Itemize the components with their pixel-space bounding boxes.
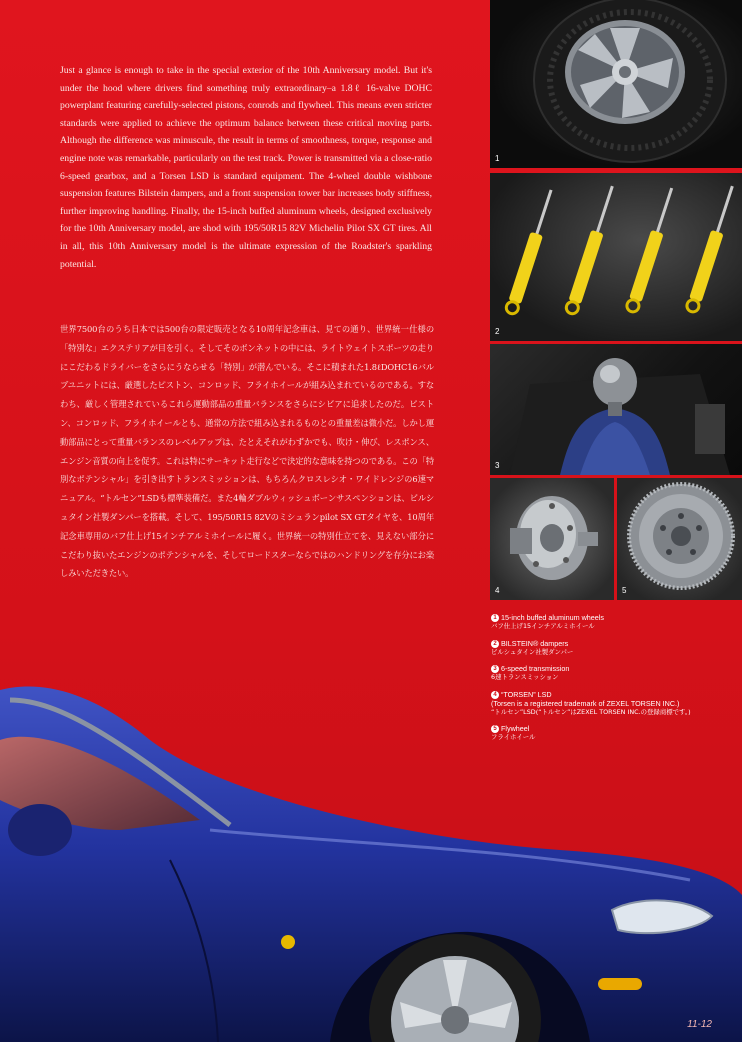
photo-number-5: 5 bbox=[622, 586, 627, 595]
caption-number-badge: 3 bbox=[491, 665, 499, 673]
roadster-car-photo bbox=[0, 680, 742, 1042]
wheel-tire-photo bbox=[490, 0, 742, 168]
caption-en: BILSTEIN® dampers bbox=[501, 638, 569, 648]
page-number: 11-12 bbox=[687, 1019, 712, 1030]
torsen-lsd-photo bbox=[490, 478, 614, 600]
caption-number-badge: 5 bbox=[491, 725, 499, 733]
flywheel-illustration bbox=[617, 478, 742, 600]
caption-item bbox=[491, 639, 736, 657]
caption-en: “TORSEN” LSD bbox=[501, 689, 552, 699]
photo-number-4: 4 bbox=[495, 586, 500, 595]
shift-knob-photo bbox=[490, 344, 742, 475]
side-mirror bbox=[8, 804, 72, 856]
caption-en-note: (Torsen is a registered trademark of ZEXEL TORSEN INC.) bbox=[491, 698, 680, 708]
turn-signal bbox=[598, 978, 642, 990]
flywheel-photo bbox=[617, 478, 742, 600]
caption-jp: 6速トランスミッション bbox=[491, 673, 559, 682]
caption-jp: “トルセン”LSD(“トルセン”はZEXEL TORSEN INC.の登録商標です。) bbox=[491, 707, 691, 716]
caption-number-badge: 2 bbox=[491, 640, 499, 648]
caption-en: 6-speed transmission bbox=[501, 664, 570, 674]
shift-knob-illustration bbox=[490, 344, 742, 475]
photo-number-2: 2 bbox=[495, 327, 500, 336]
dampers-illustration bbox=[490, 173, 742, 341]
side-marker-light bbox=[281, 935, 295, 949]
photo-number-1: 1 bbox=[495, 154, 500, 163]
caption-jp: バフ仕上げ15インチアルミホイール bbox=[491, 622, 595, 631]
japanese-body-text: 世界7500台のうち日本では500台の限定販売となる10周年記念車は、見ての通り、世界統一仕様の「特別な」エクステリアが目を引く。そしてそのボンネットの中には、ライトウェイトスポーツの走りにこだわるドライバーをさらにうならせる「特別」が潜んでいる。そこに積まれた1.8ℓDOHC16バルブユニットには、厳選したピストン、コンロッド、フライホイールが組み込まれているのである。すなわち、厳しく管理されているこれら運動部品の重量バランスをさらにシビアに追求したのだ。ピストン、コンロッド、フライホイールとも、通常の方法で組み込まれるものとの重量差は微小だ。しかし運動部品にとって重量バランスのレベルアップは、たとえそれがわずかでも、吹け・伸び、レスポンス、エンジン音質の向上を促す。これは特にサーキット走行などで決定的な意味を持つのである。この「特別なポテンシャル」を引き出すトランスミッションは、もちろんクロスレシオ・ワイドレンジの6速マニュアル。“トルセン”LSDも標準装備だ。また4輪ダブルウィッシュボーンサスペンションは、ビルシュタイン社製ダンパーを搭載。そして、195/50R15 82Vのミシュランpilot SX GTタイヤを、10周年記念車専用のバフ仕上げ15インチアルミホイールに履く。世界統一の特別仕立てを、見えない部分にこだわり抜いたエンジンのポテンシャルを、そしてロードスターならではのハンドリングを存分にお楽しみいただきたい。 bbox=[60, 324, 434, 579]
photo-number-3: 3 bbox=[495, 461, 500, 470]
caption-number-badge: 4 bbox=[491, 691, 499, 699]
english-body-text: Just a glance is enough to take in the special exterior of the 10th Anniversary model. But it's under the hood where drivers find something truly extraordinary–a 1.8ℓ 16-valve DOHC powerplant featuring carefully-selected pistons, conrods and flywheel. This means even stricter standards were applied to achieve the optimum balance between these critical moving parts. Although the difference was minuscule, the result in terms of smoothness, torque, response and engine note was remarkable, particularly on the test track. Power is transmitted via a close-ratio 6-speed gearbox, and a Torsen LSD is standard equipment. The 4-wheel double wishbone suspension features Bilstein dampers, and a front suspension tower bar increases body stiffness, further improving handling. Finally, the 15-inch buffed aluminum wheels, designed exclusively for the 10th Anniversary model, are shod with 195/50R15 82V Michelin Pilot SX GT tires. All in all, this 10th Anniversary model is the ultimate expression of the Roadster's sparkling potential. bbox=[60, 65, 432, 270]
caption-jp: フライホイール bbox=[491, 733, 536, 742]
wheel-illustration bbox=[490, 0, 742, 168]
caption-en: Flywheel bbox=[501, 724, 530, 734]
bilstein-dampers-photo bbox=[490, 173, 742, 341]
lsd-illustration bbox=[490, 478, 614, 600]
caption-number-badge: 1 bbox=[491, 614, 499, 622]
caption-item bbox=[491, 613, 736, 631]
caption-en: 15-inch buffed aluminum wheels bbox=[501, 613, 604, 622]
caption-jp: ビルシュタイン社製ダンパー bbox=[491, 647, 574, 656]
